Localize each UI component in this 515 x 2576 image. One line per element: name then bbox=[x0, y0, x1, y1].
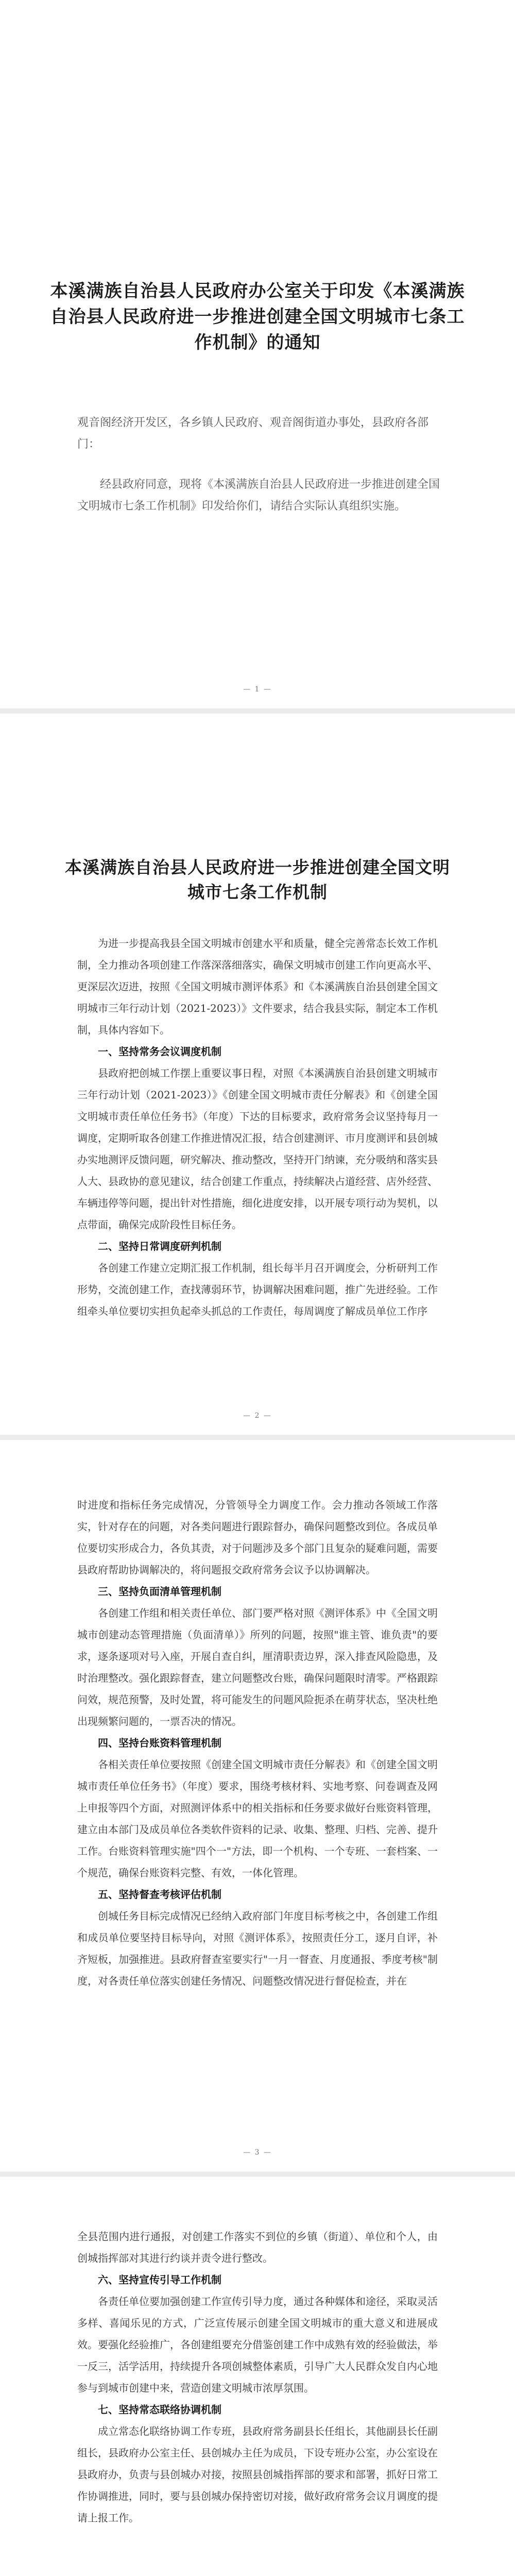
section-paragraph: 各相关责任单位要按照《创建全国文明城市责任分解表》和《创建全国文明城市责任单位任务书》（年度）要求，围绕考核材料、实地考察、问卷调查及网上申报等四个方面，对照测评体系中的相关指标和任务要求做好台账资料管理，建立由本部门及成员单位各类软件资料的记录、收集、整理、归档、完善、提升工作。台账资料管理实施"四个一"方法，即一个机构、一个专班、一套档案、一个规范，确保台账资料完整、有效，一体化管理。 bbox=[77, 1758, 438, 1879]
intro-paragraph: 为进一步提高我县全国文明城市创建水平和质量，健全完善常态长效工作机制，全力推动各项创建工作落深落细落实，确保文明城市创建工作向更高水平、更深层次迈进，按照《全国文明城市测评体系》和《本溪满族自治县创建全国文明城市三年行动计划（2021-2023）》文件要求，结合我县实际，制定本工作机制，具体内容如下。 bbox=[77, 937, 438, 1036]
document-body-page2 bbox=[77, 933, 438, 1322]
page-divider bbox=[0, 1435, 515, 1440]
section-paragraph: 创城任务目标完成情况已经纳入政府部门年度目标考核之中，各创建工作组和成员单位要坚持目标导向，对照《测评体系》，按照责任分工，逐月自评，补齐短板，加强推进。县政府督查室要实行"一月一督查、月度通报、季度考核"制度，对各责任单位落实创建任务情况、问题整改情况进行督促检查，并在 bbox=[77, 1910, 438, 1987]
section-heading: 三、坚持负面清单管理机制 bbox=[98, 1585, 221, 1598]
section-paragraph: 成立常态化联络协调工作专班，县政府常务副县长任组长，其他副县长任副组长，县政府办公室主任、县创城办主任为成员，下设专班办公室，办公室设在县政府办，负责与县创城办对接，按照县创城指挥部的要求和部署，抓好日常工作协调推进，同时，要与县创城办保持密切对接，做好政府常务会议月调度的提请上报工作。 bbox=[77, 2425, 438, 2524]
section-heading: 七、坚持常态联络协调机制 bbox=[98, 2403, 221, 2416]
section-paragraph: 县政府把创城工作摆上重要议事日程，对照《本溪满族自治县创建文明城市三年行动计划（2021-2023）》《创建全国文明城市责任分解表》和《创建全国文明城市责任单位任务书》（年度）下达的目标要求，政府常务会议坚持每月一调度，定期听取各创建工作推进情况汇报，结合创建测评、市月度测评和县创城办实地测评反馈问题，研究解决、推动整改，坚持开门纳谏，充分吸纳和落实县人大、县政协的意见建议，结合创建工作重点，持续解决占道经营、店外经营、车辆违停等问题，提出针对性措施，细化进度安排，以开展专项行动为契机，以点带面，确保完成阶段性目标任务。 bbox=[77, 1067, 438, 1231]
section-heading: 一、坚持常务会议调度机制 bbox=[98, 1045, 221, 1058]
section-heading: 五、坚持督查考核评估机制 bbox=[98, 1888, 221, 1901]
document-body-page4 bbox=[77, 2226, 438, 2529]
section-heading: 六、坚持宣传引导工作机制 bbox=[98, 2274, 221, 2286]
notice-title: 本溪满族自治县人民政府办公室关于印发《本溪满族自治县人民政府进一步推进创建全国文明城市七条工作机制》的通知 bbox=[50, 281, 465, 353]
page-number: — 1 — bbox=[243, 685, 272, 693]
section-paragraph: 各责任单位要加强创建工作宣传引导力度，通过各种媒体和途径，采取灵活多样、喜闻乐见的方式，广泛宣传展示创建全国文明城市的重大意义和进展成效。要强化经验推广，各创建组要充分借鉴创建工作中成熟有效的经验做法，举一反三，活学活用，持续提升各项创城整体素质，引导广大人民群众发自内心地参与到城市创建中来，营造创建文明城市浓厚氛围。 bbox=[77, 2295, 438, 2394]
page-number: — 3 — bbox=[243, 2148, 272, 2157]
notice-body: 经县政府同意，现将《本溪满族自治县人民政府进一步推进创建全国文明城市七条工作机制》印发给你们，请结合实际认真组织实施。 bbox=[77, 478, 440, 513]
section-paragraph: 各创建工作建立定期汇报工作机制，组长每半月召开调度会，分析研判工作形势，交流创建工作，查找薄弱环节，协调解决困难问题，推广先进经验。工作组牵头单位要切实担负起牵头抓总的工作责任，每周调度了解成员单位工作序 bbox=[77, 1262, 438, 1317]
page-number: — 2 — bbox=[243, 1412, 272, 1420]
page-divider bbox=[0, 708, 515, 714]
document-body-page3 bbox=[77, 1494, 438, 1992]
document-title: 本溪满族自治县人民政府进一步推进创建全国文明城市七条工作机制 bbox=[65, 857, 450, 902]
section-heading: 二、坚持日常调度研判机制 bbox=[98, 1240, 221, 1252]
addressee: 观音阁经济开发区，各乡镇人民政府、观音阁街道办事处，县政府各部门： bbox=[77, 416, 429, 451]
section-paragraph: 各创建工作组和相关责任单位、部门要严格对照《测评体系》中《全国文明城市创建动态管理措施（负面清单）》所列的问题，按照"谁主管、谁负责"的要求，逐条逐项对号入座，开展自查自纠，厘清职责边界，深入排查风险隐患，及时治理整改。强化跟踪督查，建立问题整改台账，确保问题限时清零。严格跟踪问效，规范预警，及时处置，将可能发生的问题风险扼杀在萌芽状态，坚决杜绝出现频繁问题的，一票否决的情况。 bbox=[77, 1607, 438, 1727]
section-paragraph: 时进度和指标任务完成情况，分管领导全力调度工作。会力推动各领域工作落实，针对存在的问题，对各类问题进行跟踪督办，确保问题整改到位。各成员单位要切实形成合力，各负其责，对于问题涉及多个部门且复杂的疑难问题，需要县政府帮助协调解决的，将问题报交政府常务会议予以协调解决。 bbox=[77, 1499, 438, 1576]
page-divider bbox=[0, 2172, 515, 2177]
page-1 bbox=[0, 0, 515, 708]
section-paragraph: 全县范围内进行通报，对创建工作落实不到位的乡镇（街道）、单位和个人，由创城指挥部对其进行约谈并责令进行整改。 bbox=[77, 2230, 438, 2264]
section-heading: 四、坚持台账资料管理机制 bbox=[98, 1737, 221, 1749]
